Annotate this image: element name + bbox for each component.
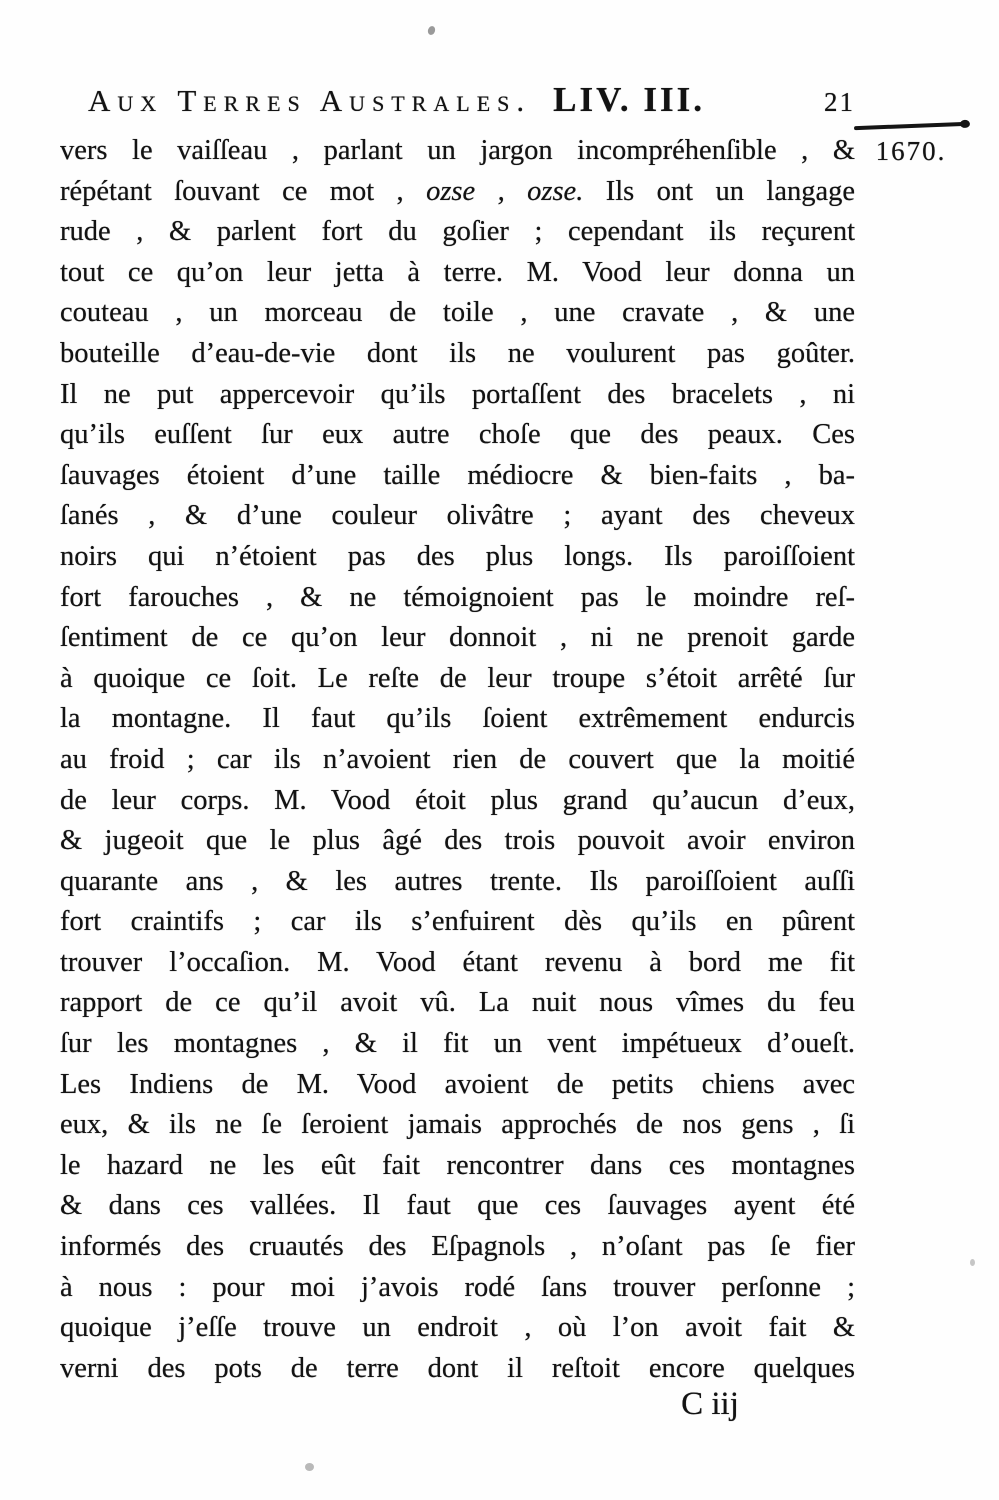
margin-rule xyxy=(854,122,968,130)
text-segment: répétant ſouvant ce mot , xyxy=(60,175,404,207)
text-line: rude , & parlent fort du goſier ; cependant ils reçurent xyxy=(60,216,855,248)
text-line: qu’ils euſſent ſur eux autre choſe que des peaux. Ces xyxy=(60,419,855,451)
text-line: quarante ans , & les autres trente. Ils paroiſſoient auſſi xyxy=(60,865,855,897)
italic-word: ozse , ozse. xyxy=(426,175,584,207)
text-line: vers le vaiſſeau , parlant un jargon incompréhenſible , & xyxy=(60,135,855,166)
text-line: le hazard ne les eût fait rencontrer dans ces montagnes xyxy=(60,1149,855,1181)
text-line: fort farouches , & ne témoignoient pas le moindre reſ- xyxy=(60,581,855,613)
text-segment: Ils ont un langage xyxy=(605,175,855,207)
text-line: à quoique ce ſoit. Le reſte de leur troupe s’étoit arrêté ſur xyxy=(60,662,855,694)
text-line: & jugeoit que le plus âgé des trois pouvoit avoir environ xyxy=(60,825,855,857)
book-part-label: LIV. III. xyxy=(553,80,706,119)
paper-speck xyxy=(305,1463,314,1471)
text-line: eux, & ils ne ſe ſeroient jamais approchés de nos gens , ſi xyxy=(60,1109,855,1141)
paper-speck xyxy=(970,1259,975,1266)
text-line: fort craintifs ; car ils s’enfuirent dès qu’ils en pûrent xyxy=(60,906,855,938)
text-line: ſur les montagnes , & il fit un vent impétueux d’oueſt. xyxy=(60,1028,855,1060)
text-line: rapport de ce qu’il avoit vû. La nuit nous vîmes du feu xyxy=(60,987,855,1019)
text-line: quoique j’eſſe trouve un endroit , où l’on avoit fait & xyxy=(60,1312,855,1344)
margin-note xyxy=(854,124,968,167)
paper-speck xyxy=(427,25,437,36)
text-line: bouteille d’eau-de-vie dont ils ne voulurent pas goûter. xyxy=(60,337,855,369)
running-header xyxy=(60,80,855,120)
text-line: la montagne. Il faut qu’ils ſoient extrêmement endurcis xyxy=(60,703,855,735)
text-line xyxy=(60,172,855,213)
running-title: Aux Terres Australes. xyxy=(88,83,532,118)
text-line: ſentiment de ce qu’on leur donnoit , ni ne prenoit garde xyxy=(60,622,855,654)
text-line: verni des pots de terre dont il reſtoit encore quelques xyxy=(60,1352,855,1384)
body-text xyxy=(60,131,855,1389)
text-line: informés des cruautés des Eſpagnols , n’oſant pas ſe fier xyxy=(60,1231,855,1263)
margin-year: 1670. xyxy=(875,136,947,166)
text-line: & dans ces vallées. Il faut que ces ſauvages ayent été xyxy=(60,1190,855,1222)
text-line: de leur corps. M. Vood étoit plus grand qu’aucun d’eux, xyxy=(60,784,855,816)
text-line: couteau , un morceau de toile , une cravate , & une xyxy=(60,297,855,329)
text-line: ſauvages étoient d’une taille médiocre & bien-faits , ba- xyxy=(60,459,855,491)
text-line: au froid ; car ils n’avoient rien de couvert que la moitié xyxy=(60,743,855,775)
text-line: tout ce qu’on leur jetta à terre. M. Vood leur donna un xyxy=(60,256,855,288)
text-line: noirs qui n’étoient pas des plus longs. Ils paroiſſoient xyxy=(60,540,855,572)
text-line: Les Indiens de M. Vood avoient de petits chiens avec xyxy=(60,1068,855,1100)
page-number: 21 xyxy=(824,87,855,117)
text-line: à nous : pour moi j’avois rodé ſans trouver perſonne ; xyxy=(60,1271,855,1303)
text-line: trouver l’occaſion. M. Vood étant revenu à bord me fit xyxy=(60,946,855,978)
text-line: ſanés , & d’une couleur olivâtre ; ayant des cheveux xyxy=(60,500,855,532)
signature-mark: C iij xyxy=(681,1386,739,1422)
text-line: Il ne put appercevoir qu’ils portaſſent des bracelets , ni xyxy=(60,378,855,410)
